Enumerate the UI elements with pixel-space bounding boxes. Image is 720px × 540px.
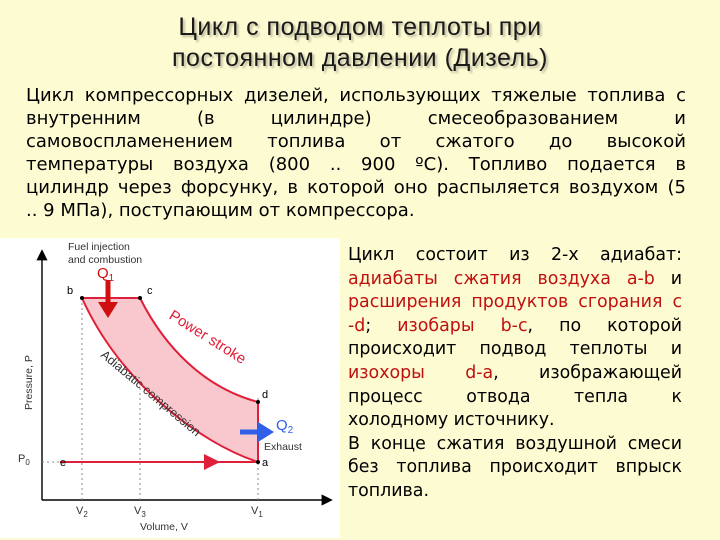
desc-isobar: изобары xyxy=(397,315,475,336)
intro-line: цилиндр через форсунку, в которой оно распыляется воздухом (5 xyxy=(26,177,686,198)
desc-semicolon: ; xyxy=(365,315,372,336)
desc-line: холодному источнику. xyxy=(348,410,555,431)
intro-line: .. 9 МПа), поступающим от компрессора. xyxy=(26,200,415,221)
point-d-marker xyxy=(256,400,260,404)
desc-line xyxy=(348,315,682,339)
title-line-1: Цикл с подводом теплоты при xyxy=(178,13,542,41)
desc-isochore-tail: , изображающей xyxy=(493,362,682,383)
pv-diagram xyxy=(0,238,340,538)
intro-line: температуры воздуха (800 .. 900 ºС). Топливо подается в xyxy=(26,154,686,175)
fuel-label-2: and combustion xyxy=(68,254,143,266)
power-stroke-label: Power stroke xyxy=(165,306,250,368)
q2-text: Q xyxy=(276,417,288,434)
point-e-label: e xyxy=(60,457,67,469)
point-a-label: a xyxy=(262,457,269,469)
q2-label xyxy=(276,417,294,436)
v1-label xyxy=(251,505,263,519)
page-title xyxy=(0,12,720,74)
v3-label xyxy=(134,505,146,519)
desc-adiabat-compression: адиабаты сжатия воздуха xyxy=(348,268,611,289)
q2-arrowhead xyxy=(258,422,274,442)
q2-subscript: 2 xyxy=(287,425,294,436)
p0-label xyxy=(18,453,30,467)
v2-subscript: 2 xyxy=(83,510,88,519)
y-axis-label: Pressure, P xyxy=(23,355,35,410)
point-c-marker xyxy=(138,296,142,300)
v1-text: V xyxy=(251,505,259,517)
v1-subscript: 1 xyxy=(258,510,263,519)
intro-line: внутренним (в цилиндре) смесеобразованием и xyxy=(26,108,686,129)
desc-segment-da: d-a xyxy=(465,362,494,383)
point-d-label: d xyxy=(262,389,269,401)
desc-line xyxy=(348,268,682,292)
intro-line: самовоспламенением топлива от сжатого до высокой xyxy=(26,131,686,152)
desc-line: В конце сжатия воздушной смеси xyxy=(348,433,682,454)
q1-subscript: 1 xyxy=(108,273,115,284)
intro-paragraph xyxy=(26,84,686,222)
desc-line: процесс отвода тепла к xyxy=(348,386,682,407)
point-a-marker xyxy=(256,460,260,464)
v3-subscript: 3 xyxy=(141,510,146,519)
desc-line: топлива. xyxy=(348,480,429,501)
point-b-marker xyxy=(80,296,84,300)
point-b-label: b xyxy=(67,285,74,297)
desc-line: Цикл состоит из 2-х адиабат: xyxy=(348,245,682,265)
exhaust-label: Exhaust xyxy=(264,441,302,453)
intro-line: Цикл компрессорных дизелей, использующих тяжелые топлива с xyxy=(26,85,686,106)
desc-line: без топлива происходит впрыск xyxy=(348,457,682,478)
desc-line: происходит подвод теплоты и xyxy=(348,339,682,360)
v3-text: V xyxy=(134,505,142,517)
v2-text: V xyxy=(76,505,84,517)
desc-segment-bc: b-c xyxy=(500,315,528,336)
p0-text: P xyxy=(18,453,26,465)
fuel-label-1: Fuel injection xyxy=(68,241,130,253)
cycle-description xyxy=(348,244,682,504)
q1-label xyxy=(97,265,115,284)
p0-subscript: 0 xyxy=(25,458,30,467)
x-axis-label: Volume, V xyxy=(140,521,188,533)
desc-line xyxy=(348,362,682,386)
desc-isobar-tail: , по которой xyxy=(527,315,683,336)
desc-segment-cd: -d xyxy=(348,315,366,336)
q1-text: Q xyxy=(97,265,109,282)
title-line-2: постоянном давлении (Дизель) xyxy=(172,44,548,72)
desc-isochore: изохоры xyxy=(348,362,425,383)
desc-and: и xyxy=(670,268,683,289)
point-c-label: c xyxy=(147,285,153,297)
desc-line: расширения продуктов сгорания с xyxy=(348,292,682,313)
desc-segment-ab: a-b xyxy=(626,268,655,289)
adiabatic-compression-label: Adiabatic compression xyxy=(98,347,204,440)
v2-label xyxy=(76,505,88,519)
